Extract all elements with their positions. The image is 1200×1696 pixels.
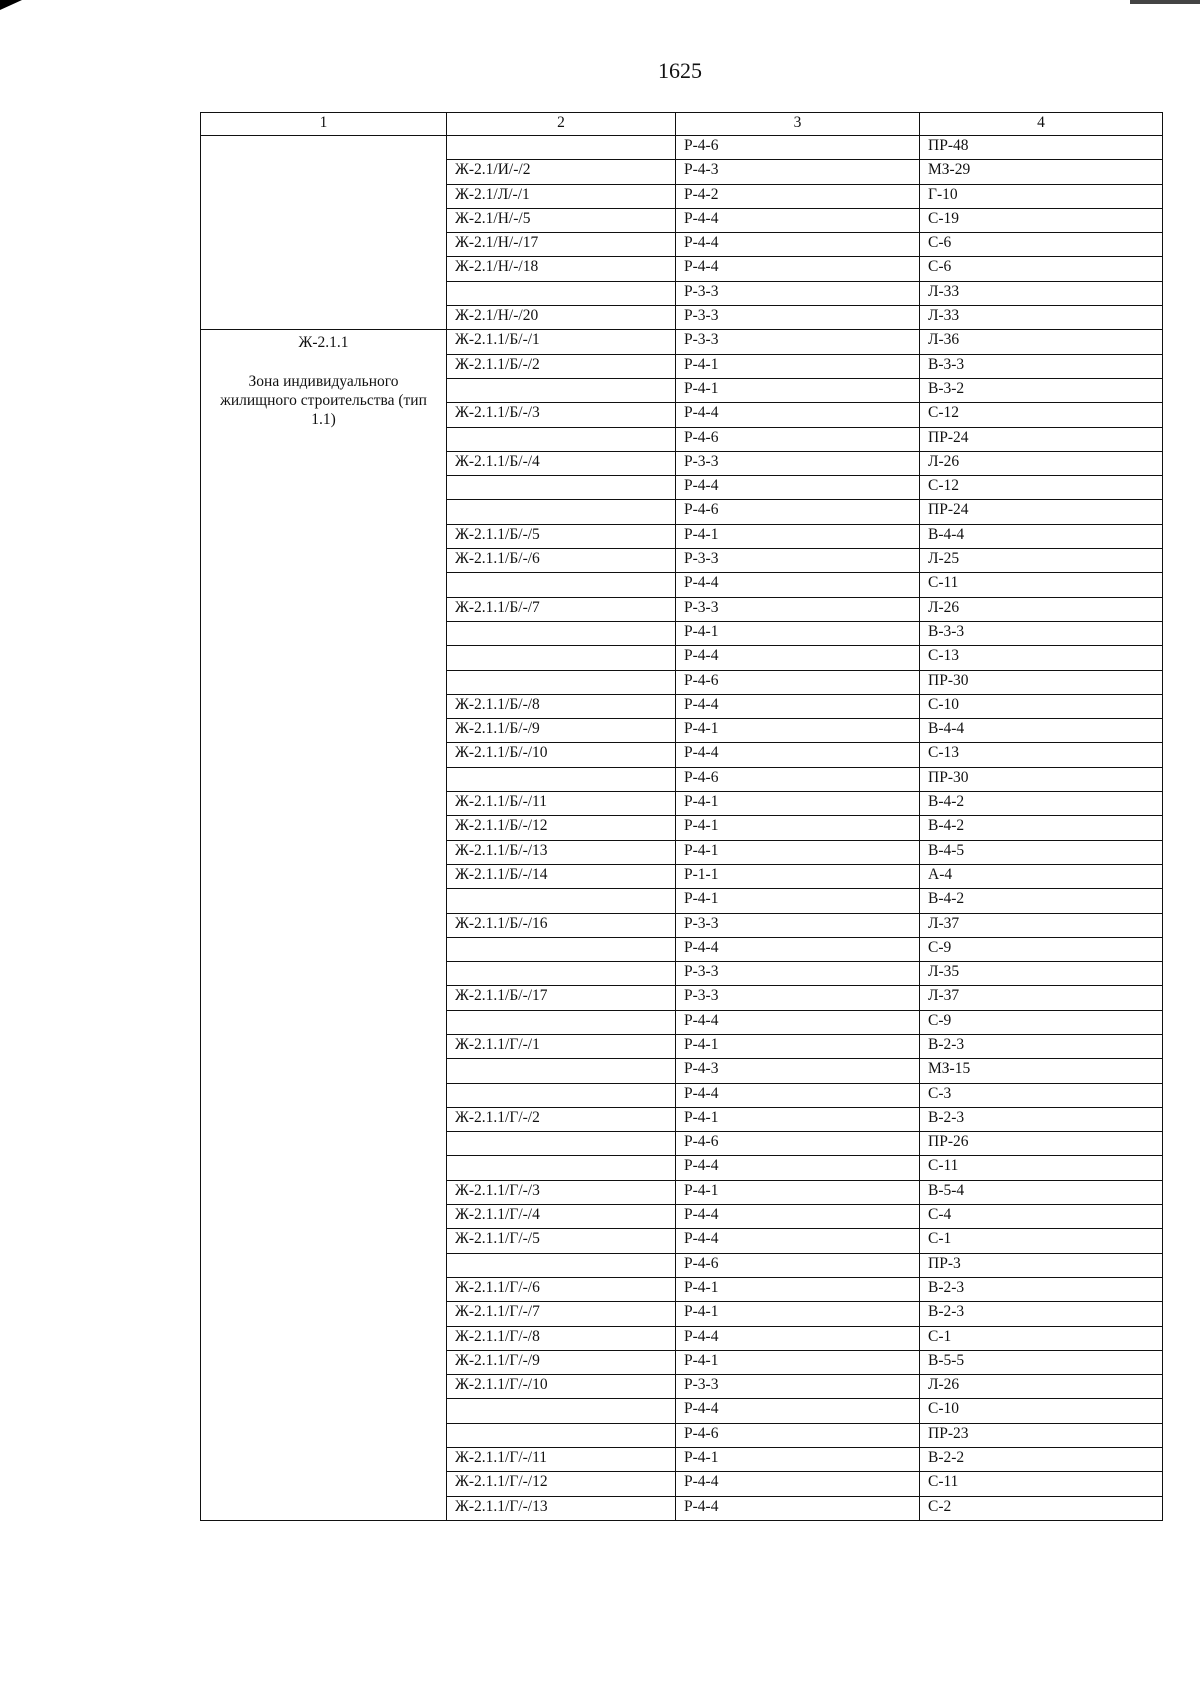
regulation-cell: Р-3-3 [676, 281, 920, 305]
regulation-cell: Р-4-1 [676, 792, 920, 816]
zone-id-cell [447, 621, 676, 645]
zone-id-cell: Ж-2.1.1/Г/-/3 [447, 1180, 676, 1204]
zone-id-cell: Ж-2.1.1/Г/-/10 [447, 1375, 676, 1399]
regulation-cell: Р-4-4 [676, 1472, 920, 1496]
zone-id-cell: Ж-2.1/Н/-/20 [447, 306, 676, 330]
code-cell: ПР-48 [920, 136, 1163, 160]
zone-id-cell: Ж-2.1.1/Г/-/7 [447, 1302, 676, 1326]
regulation-cell: Р-4-4 [676, 1010, 920, 1034]
code-cell: Л-26 [920, 1375, 1163, 1399]
code-cell: С-13 [920, 646, 1163, 670]
code-cell: С-11 [920, 1156, 1163, 1180]
zone-id-cell [447, 476, 676, 500]
column-header: 2 [447, 113, 676, 136]
zone-id-cell [447, 767, 676, 791]
zone-id-cell: Ж-2.1.1/Б/-/4 [447, 451, 676, 475]
zone-id-cell [447, 889, 676, 913]
code-cell: Г-10 [920, 184, 1163, 208]
zone-id-cell: Ж-2.1.1/Г/-/4 [447, 1205, 676, 1229]
zone-id-cell: Ж-2.1/Н/-/17 [447, 233, 676, 257]
zone-cell [201, 330, 447, 1521]
zone-id-cell [447, 670, 676, 694]
zone-id-cell [447, 378, 676, 402]
regulation-cell: Р-3-3 [676, 330, 920, 354]
code-cell: ПР-30 [920, 767, 1163, 791]
regulation-cell: Р-4-4 [676, 208, 920, 232]
code-cell: С-19 [920, 208, 1163, 232]
zone-name: Зона индивидуального жилищного строительства (тип 1.1) [220, 373, 427, 429]
zone-id-cell: Ж-2.1.1/Б/-/6 [447, 549, 676, 573]
code-cell: В-5-5 [920, 1350, 1163, 1374]
zone-id-cell: Ж-2.1.1/Г/-/1 [447, 1034, 676, 1058]
regulation-cell: Р-4-3 [676, 160, 920, 184]
zone-id-cell: Ж-2.1.1/Г/-/13 [447, 1496, 676, 1520]
code-cell: В-4-2 [920, 816, 1163, 840]
code-cell: ПР-3 [920, 1253, 1163, 1277]
regulation-cell: Р-4-4 [676, 1496, 920, 1520]
table-row [201, 330, 1163, 354]
table-row [201, 136, 1163, 160]
zone-id-cell: Ж-2.1.1/Б/-/11 [447, 792, 676, 816]
regulation-cell: Р-4-6 [676, 136, 920, 160]
regulation-cell: Р-3-3 [676, 1375, 920, 1399]
zone-cell [201, 136, 447, 330]
regulation-cell: Р-3-3 [676, 549, 920, 573]
code-cell: С-1 [920, 1326, 1163, 1350]
code-cell: В-4-4 [920, 719, 1163, 743]
zone-id-cell: Ж-2.1.1/Б/-/13 [447, 840, 676, 864]
zone-id-cell: Ж-2.1.1/Б/-/16 [447, 913, 676, 937]
regulation-cell: Р-4-4 [676, 1156, 920, 1180]
code-cell: С-9 [920, 1010, 1163, 1034]
code-cell: В-5-4 [920, 1180, 1163, 1204]
code-cell: С-12 [920, 476, 1163, 500]
regulation-cell: Р-4-4 [676, 694, 920, 718]
regulation-cell: Р-4-1 [676, 378, 920, 402]
regulation-cell: Р-4-4 [676, 476, 920, 500]
zone-id-cell [447, 1059, 676, 1083]
code-cell: Л-35 [920, 962, 1163, 986]
zone-id-cell: Ж-2.1.1/Б/-/14 [447, 864, 676, 888]
zone-id-cell: Ж-2.1.1/Б/-/12 [447, 816, 676, 840]
regulation-cell: Р-4-4 [676, 646, 920, 670]
column-header: 3 [676, 113, 920, 136]
data-table [200, 112, 1163, 1521]
zone-id-cell [447, 1253, 676, 1277]
code-cell: ПР-23 [920, 1423, 1163, 1447]
code-cell: С-3 [920, 1083, 1163, 1107]
code-cell: В-4-2 [920, 792, 1163, 816]
regulation-cell: Р-4-1 [676, 524, 920, 548]
regulation-cell: Р-4-6 [676, 1132, 920, 1156]
code-cell: ПР-30 [920, 670, 1163, 694]
zone-id-cell: Ж-2.1/Л/-/1 [447, 184, 676, 208]
zone-id-cell: Ж-2.1.1/Б/-/5 [447, 524, 676, 548]
code-cell: ПР-24 [920, 500, 1163, 524]
code-cell: С-6 [920, 257, 1163, 281]
zone-id-cell [447, 1423, 676, 1447]
zone-id-cell: Ж-2.1/Н/-/18 [447, 257, 676, 281]
regulation-cell: Р-3-3 [676, 913, 920, 937]
regulation-cell: Р-4-1 [676, 840, 920, 864]
zone-id-cell: Ж-2.1.1/Г/-/5 [447, 1229, 676, 1253]
zone-id-cell [447, 1010, 676, 1034]
code-cell: С-6 [920, 233, 1163, 257]
zone-id-cell [447, 1083, 676, 1107]
zone-id-cell [447, 281, 676, 305]
regulation-cell: Р-4-1 [676, 1350, 920, 1374]
regulation-cell: Р-3-3 [676, 962, 920, 986]
zone-id-cell: Ж-2.1.1/Г/-/12 [447, 1472, 676, 1496]
code-cell: ПР-24 [920, 427, 1163, 451]
zone-id-cell: Ж-2.1.1/Г/-/2 [447, 1107, 676, 1131]
zone-id-cell: Ж-2.1.1/Г/-/9 [447, 1350, 676, 1374]
regulation-cell: Р-3-3 [676, 597, 920, 621]
regulation-cell: Р-4-1 [676, 816, 920, 840]
code-cell: МЗ-15 [920, 1059, 1163, 1083]
code-cell: В-4-4 [920, 524, 1163, 548]
code-cell: В-3-3 [920, 621, 1163, 645]
code-cell: В-2-3 [920, 1277, 1163, 1301]
regulation-cell: Р-4-1 [676, 1107, 920, 1131]
code-cell: В-4-2 [920, 889, 1163, 913]
zone-id-cell [447, 1399, 676, 1423]
regulation-cell: Р-3-3 [676, 986, 920, 1010]
zone-id-cell: Ж-2.1.1/Б/-/8 [447, 694, 676, 718]
code-cell: В-4-5 [920, 840, 1163, 864]
regulation-cell: Р-4-4 [676, 1326, 920, 1350]
code-cell: Л-26 [920, 597, 1163, 621]
regulation-cell: Р-4-6 [676, 427, 920, 451]
code-cell: Л-33 [920, 281, 1163, 305]
zone-id-cell [447, 962, 676, 986]
zone-code: Ж-2.1.1 [298, 334, 349, 352]
regulation-cell: Р-4-1 [676, 354, 920, 378]
zone-id-cell: Ж-2.1.1/Б/-/3 [447, 403, 676, 427]
code-cell: С-9 [920, 937, 1163, 961]
code-cell: С-13 [920, 743, 1163, 767]
regulation-cell: Р-4-6 [676, 767, 920, 791]
zone-id-cell [447, 937, 676, 961]
code-cell: МЗ-29 [920, 160, 1163, 184]
code-cell: В-2-3 [920, 1302, 1163, 1326]
regulation-cell: Р-4-4 [676, 1399, 920, 1423]
regulation-cell: Р-4-6 [676, 1253, 920, 1277]
regulation-cell: Р-4-6 [676, 500, 920, 524]
regulation-cell: Р-4-2 [676, 184, 920, 208]
code-cell: В-2-2 [920, 1448, 1163, 1472]
table-header-row [201, 113, 1163, 136]
zone-id-cell [447, 573, 676, 597]
zone-id-cell: Ж-2.1.1/Б/-/17 [447, 986, 676, 1010]
code-cell: А-4 [920, 864, 1163, 888]
regulation-cell: Р-4-1 [676, 1180, 920, 1204]
zone-id-cell [447, 136, 676, 160]
zone-id-cell [447, 500, 676, 524]
regulation-cell: Р-4-4 [676, 1229, 920, 1253]
regulation-cell: Р-4-6 [676, 670, 920, 694]
zone-id-cell: Ж-2.1.1/Г/-/8 [447, 1326, 676, 1350]
column-header: 4 [920, 113, 1163, 136]
regulation-cell: Р-4-4 [676, 257, 920, 281]
regulation-cell: Р-3-3 [676, 306, 920, 330]
zone-id-cell: Ж-2.1.1/Б/-/7 [447, 597, 676, 621]
regulation-cell: Р-4-1 [676, 719, 920, 743]
regulation-cell: Р-4-4 [676, 1205, 920, 1229]
regulation-cell: Р-4-1 [676, 889, 920, 913]
column-header: 1 [201, 113, 447, 136]
code-cell: С-10 [920, 1399, 1163, 1423]
zone-id-cell: Ж-2.1.1/Б/-/9 [447, 719, 676, 743]
zone-id-cell: Ж-2.1.1/Г/-/6 [447, 1277, 676, 1301]
code-cell: С-2 [920, 1496, 1163, 1520]
code-cell: С-10 [920, 694, 1163, 718]
zone-id-cell [447, 1132, 676, 1156]
regulation-cell: Р-4-1 [676, 1277, 920, 1301]
code-cell: Л-36 [920, 330, 1163, 354]
page-number: 1625 [658, 58, 702, 83]
code-cell: Л-26 [920, 451, 1163, 475]
zone-id-cell [447, 1156, 676, 1180]
regulation-cell: Р-4-4 [676, 743, 920, 767]
code-cell: С-11 [920, 573, 1163, 597]
code-cell: Л-33 [920, 306, 1163, 330]
zone-id-cell: Ж-2.1/И/-/2 [447, 160, 676, 184]
zone-id-cell: Ж-2.1.1/Б/-/10 [447, 743, 676, 767]
scan-edge-mark [1130, 0, 1200, 4]
code-cell: С-11 [920, 1472, 1163, 1496]
regulation-cell: Р-1-1 [676, 864, 920, 888]
regulation-cell: Р-4-3 [676, 1059, 920, 1083]
code-cell: С-1 [920, 1229, 1163, 1253]
code-cell: В-3-2 [920, 378, 1163, 402]
zone-id-cell [447, 427, 676, 451]
regulation-cell: Р-4-1 [676, 1448, 920, 1472]
code-cell: Л-25 [920, 549, 1163, 573]
code-cell: Л-37 [920, 913, 1163, 937]
code-cell: ПР-26 [920, 1132, 1163, 1156]
regulation-cell: Р-3-3 [676, 451, 920, 475]
zone-id-cell: Ж-2.1.1/Б/-/1 [447, 330, 676, 354]
code-cell: В-3-3 [920, 354, 1163, 378]
regulation-cell: Р-4-4 [676, 1083, 920, 1107]
code-cell: В-2-3 [920, 1107, 1163, 1131]
regulation-cell: Р-4-4 [676, 937, 920, 961]
code-cell: С-12 [920, 403, 1163, 427]
regulation-cell: Р-4-1 [676, 1034, 920, 1058]
code-cell: Л-37 [920, 986, 1163, 1010]
zone-id-cell: Ж-2.1.1/Б/-/2 [447, 354, 676, 378]
zone-id-cell [447, 646, 676, 670]
code-cell: В-2-3 [920, 1034, 1163, 1058]
regulation-cell: Р-4-1 [676, 621, 920, 645]
scan-corner-mark [0, 0, 22, 10]
regulation-cell: Р-4-4 [676, 233, 920, 257]
code-cell: С-4 [920, 1205, 1163, 1229]
regulation-cell: Р-4-1 [676, 1302, 920, 1326]
zone-id-cell: Ж-2.1/Н/-/5 [447, 208, 676, 232]
regulation-cell: Р-4-4 [676, 573, 920, 597]
regulation-cell: Р-4-6 [676, 1423, 920, 1447]
zone-id-cell: Ж-2.1.1/Г/-/11 [447, 1448, 676, 1472]
regulation-cell: Р-4-4 [676, 403, 920, 427]
